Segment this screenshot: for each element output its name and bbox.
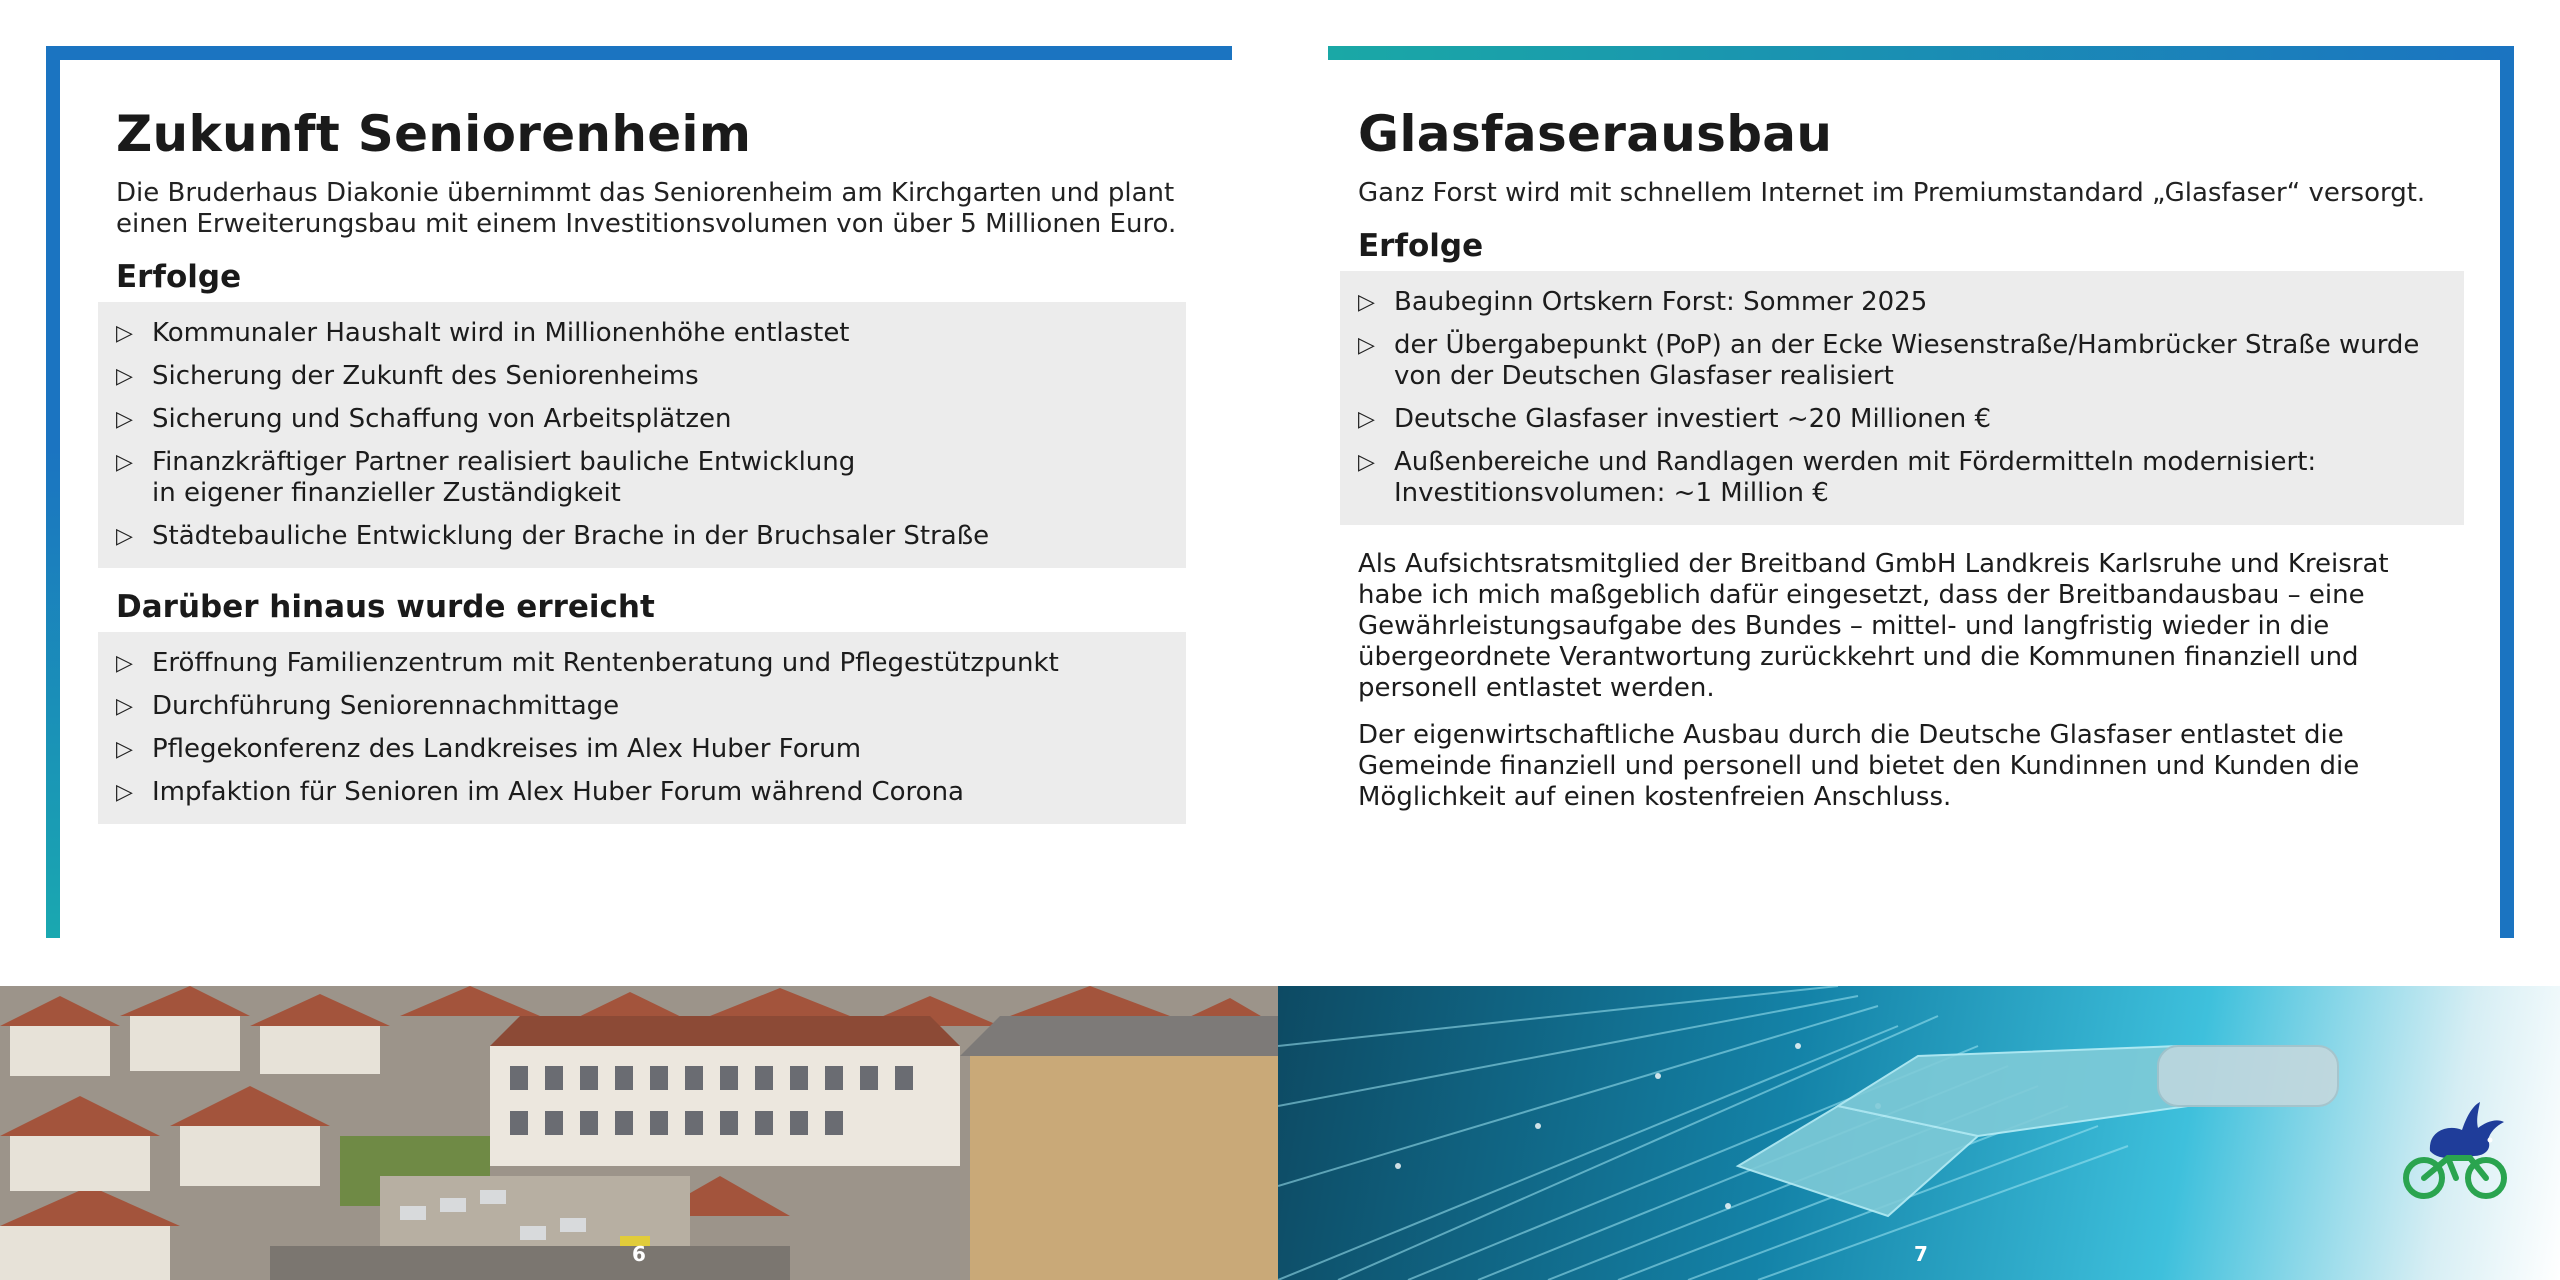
- page-number-left: 6: [632, 1242, 646, 1266]
- fiber-optic-illustration: [1278, 986, 2560, 1280]
- left-section1-list: [98, 302, 1186, 568]
- triangle-right-icon: ▷: [1358, 333, 1375, 358]
- list-item: ▷ Sicherung der Zukunft des Seniorenheims: [116, 361, 699, 391]
- triangle-right-icon: ▷: [116, 780, 133, 805]
- list-item: ▷ Pflegekonferenz des Landkreises im Alex Huber Forum: [116, 734, 862, 764]
- right-section1-list: [1340, 271, 2464, 525]
- right-paragraph-2: Der eigenwirtschaftliche Ausbau durch die Deutsche Glasfaser entlastet die Gemeinde finanziell und personell und bietet den Kundinnen und Kunden die Möglichkeit auf einen kostenfreien Anschluss.: [1358, 720, 2360, 812]
- list-item: ▷ Außenbereiche und Randlagen werden mit Fördermitteln modernisiert: Investitionsvolumen: ~1 Million €: [1358, 447, 2317, 508]
- right-paragraph-1: Als Aufsichtsratsmitglied der Breitband GmbH Landkreis Karlsruhe und Kreisrat habe ich mich maßgeblich dafür eingesetzt, dass der Breitbandausbau – eine Gewährleistungsaufgabe des Bundes – mittel- und langfristig wieder in die übergeordnete Verantwortung zurückkehrt und die Kommunen finanziell und personell entlastet werden.: [1358, 549, 2389, 703]
- triangle-right-icon: ▷: [116, 694, 133, 719]
- town-aerial-illustration: [0, 986, 1278, 1280]
- triangle-right-icon: ▷: [1358, 407, 1375, 432]
- list-item: ▷ Durchführung Seniorennachmittage: [116, 691, 620, 721]
- list-item: ▷ der Übergabepunkt (PoP) an der Ecke Wiesenstraße/Hambrücker Straße wurde von der Deutschen Glasfaser realisiert: [1358, 330, 2420, 391]
- list-item: ▷ Kommunaler Haushalt wird in Millionenhöhe entlastet: [116, 318, 850, 348]
- list-item: ▷ Baubeginn Ortskern Forst: Sommer 2025: [1358, 287, 1928, 317]
- left-section1-heading: Erfolge: [116, 259, 242, 295]
- triangle-right-icon: ▷: [116, 651, 133, 676]
- triangle-right-icon: ▷: [116, 321, 133, 346]
- left-section2-heading: Darüber hinaus wurde erreicht: [116, 589, 655, 625]
- left-frame-side-bar: [46, 46, 60, 938]
- right-page-title: Glasfaserausbau: [1358, 105, 1833, 163]
- left-intro-text: Die Bruderhaus Diakonie übernimmt das Seniorenheim am Kirchgarten und plant einen Erweiterungsbau mit einem Investitionsvolumen von über 5 Millionen Euro.: [116, 178, 1177, 239]
- triangle-right-icon: ▷: [1358, 290, 1375, 315]
- seniorenheim-aerial-photo: [0, 986, 1278, 1280]
- triangle-right-icon: ▷: [116, 450, 133, 475]
- list-item: ▷ Impfaktion für Senioren im Alex Huber Forum während Corona: [116, 777, 964, 807]
- left-section2-list: [98, 632, 1186, 824]
- triangle-right-icon: ▷: [116, 364, 133, 389]
- right-page-content: [1358, 46, 2458, 813]
- triangle-right-icon: ▷: [116, 737, 133, 762]
- left-page-title: Zukunft Seniorenheim: [116, 105, 752, 163]
- list-item: ▷ Deutsche Glasfaser investiert ~20 Millionen €: [1358, 404, 1992, 434]
- triangle-right-icon: ▷: [116, 524, 133, 549]
- glasfaser-cable-photo: [1278, 986, 2560, 1280]
- left-page-content: [116, 46, 1226, 824]
- right-section1-heading: Erfolge: [1358, 228, 1484, 264]
- list-item: ▷ Sicherung und Schaffung von Arbeitsplätzen: [116, 404, 732, 434]
- list-item: ▷ Städtebauliche Entwicklung der Brache in der Bruchsaler Straße: [116, 521, 990, 551]
- triangle-right-icon: ▷: [116, 407, 133, 432]
- list-item: ▷ Eröffnung Familienzentrum mit Rentenberatung und Pflegestützpunkt: [116, 648, 1059, 678]
- page-number-right: 7: [1914, 1242, 1928, 1266]
- triangle-right-icon: ▷: [1358, 450, 1375, 475]
- right-frame-side-bar: [2500, 46, 2514, 938]
- right-intro-text: Ganz Forst wird mit schnellem Internet im Premiumstandard „Glasfaser“ versorgt.: [1358, 178, 2426, 208]
- list-item: ▷ Finanzkräftiger Partner realisiert bauliche Entwicklung in eigener finanzieller Zuständigkeit: [116, 447, 856, 508]
- rabbit-bicycle-logo: [2400, 1096, 2510, 1204]
